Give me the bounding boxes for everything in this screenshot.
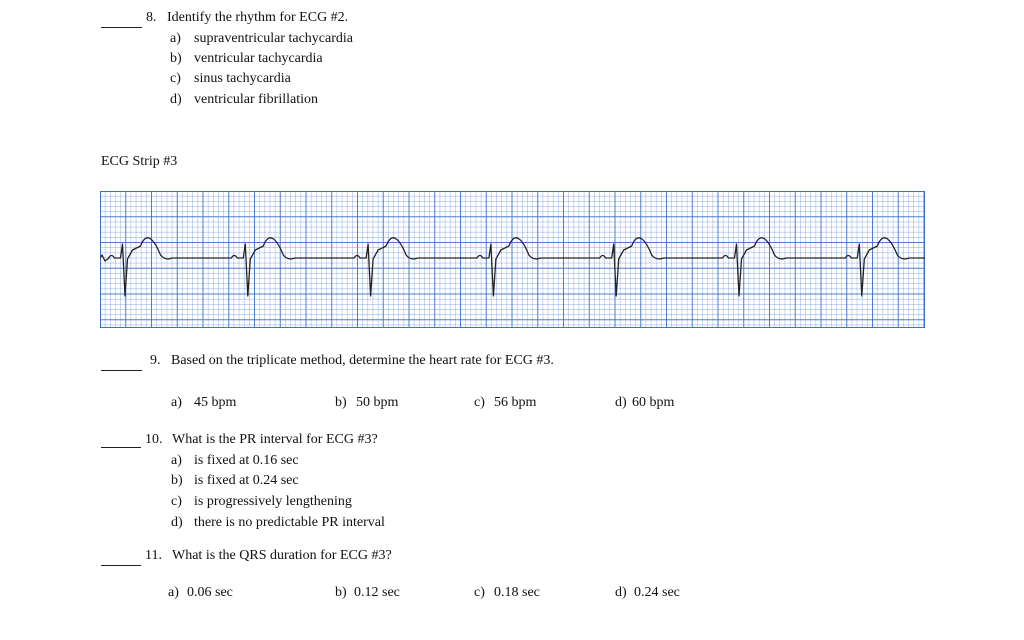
q11-option-d-letter: d)	[615, 585, 627, 600]
q11-option-a-letter: a)	[168, 585, 179, 600]
ecg-grid	[100, 191, 925, 328]
q9-option-c-letter: c)	[474, 395, 485, 410]
q8-option-b-letter: b)	[170, 51, 182, 66]
q9-option-d-letter: d)	[615, 395, 627, 410]
q9-option-b-text: 50 bpm	[356, 395, 399, 410]
q9-option-a-text: 45 bpm	[194, 395, 237, 410]
q11-option-c-text: 0.18 sec	[494, 585, 540, 600]
q11-option-c-letter: c)	[474, 585, 485, 600]
q10-option-d-text: there is no predictable PR interval	[194, 515, 385, 530]
q8-option-c-text: sinus tachycardia	[194, 71, 291, 86]
q11-option-a-text: 0.06 sec	[187, 585, 233, 600]
answer-blank-q11[interactable]	[101, 565, 141, 566]
q10-option-b-text: is fixed at 0.24 sec	[194, 473, 299, 488]
q11-option-b-letter: b)	[335, 585, 347, 600]
q9-option-a-letter: a)	[171, 395, 182, 410]
q10-option-c-letter: c)	[171, 494, 182, 509]
q8-number: 8.	[146, 10, 157, 25]
q8-option-a-text: supraventricular tachycardia	[194, 31, 353, 46]
q8-text: Identify the rhythm for ECG #2.	[167, 10, 349, 25]
q10-option-a-text: is fixed at 0.16 sec	[194, 453, 299, 468]
ecg-strip-label: ECG Strip #3	[101, 154, 178, 169]
q11-option-d-text: 0.24 sec	[634, 585, 680, 600]
ecg-strip	[100, 191, 925, 328]
answer-blank-q10[interactable]	[101, 447, 141, 448]
q11-option-b-text: 0.12 sec	[354, 585, 400, 600]
q10-option-d-letter: d)	[171, 515, 183, 530]
q9-option-c-text: 56 bpm	[494, 395, 537, 410]
q11-text: What is the QRS duration for ECG #3?	[172, 548, 392, 563]
q10-option-b-letter: b)	[171, 473, 183, 488]
answer-blank-q8[interactable]	[101, 27, 142, 28]
q8-option-c-letter: c)	[170, 71, 181, 86]
answer-blank-q9[interactable]	[101, 370, 142, 371]
q9-option-d-text: 60 bpm	[632, 395, 675, 410]
q9-text: Based on the triplicate method, determine the heart rate for ECG #3.	[171, 353, 554, 368]
q10-number: 10.	[145, 432, 163, 447]
q8-option-a-letter: a)	[170, 31, 181, 46]
q8-option-d-letter: d)	[170, 92, 182, 107]
q9-option-b-letter: b)	[335, 395, 347, 410]
q10-option-c-text: is progressively lengthening	[194, 494, 352, 509]
q9-number: 9.	[150, 353, 161, 368]
q10-text: What is the PR interval for ECG #3?	[172, 432, 378, 447]
q8-option-d-text: ventricular fibrillation	[194, 92, 319, 107]
q10-option-a-letter: a)	[171, 453, 182, 468]
q11-number: 11.	[145, 548, 162, 563]
q8-option-b-text: ventricular tachycardia	[194, 51, 323, 66]
